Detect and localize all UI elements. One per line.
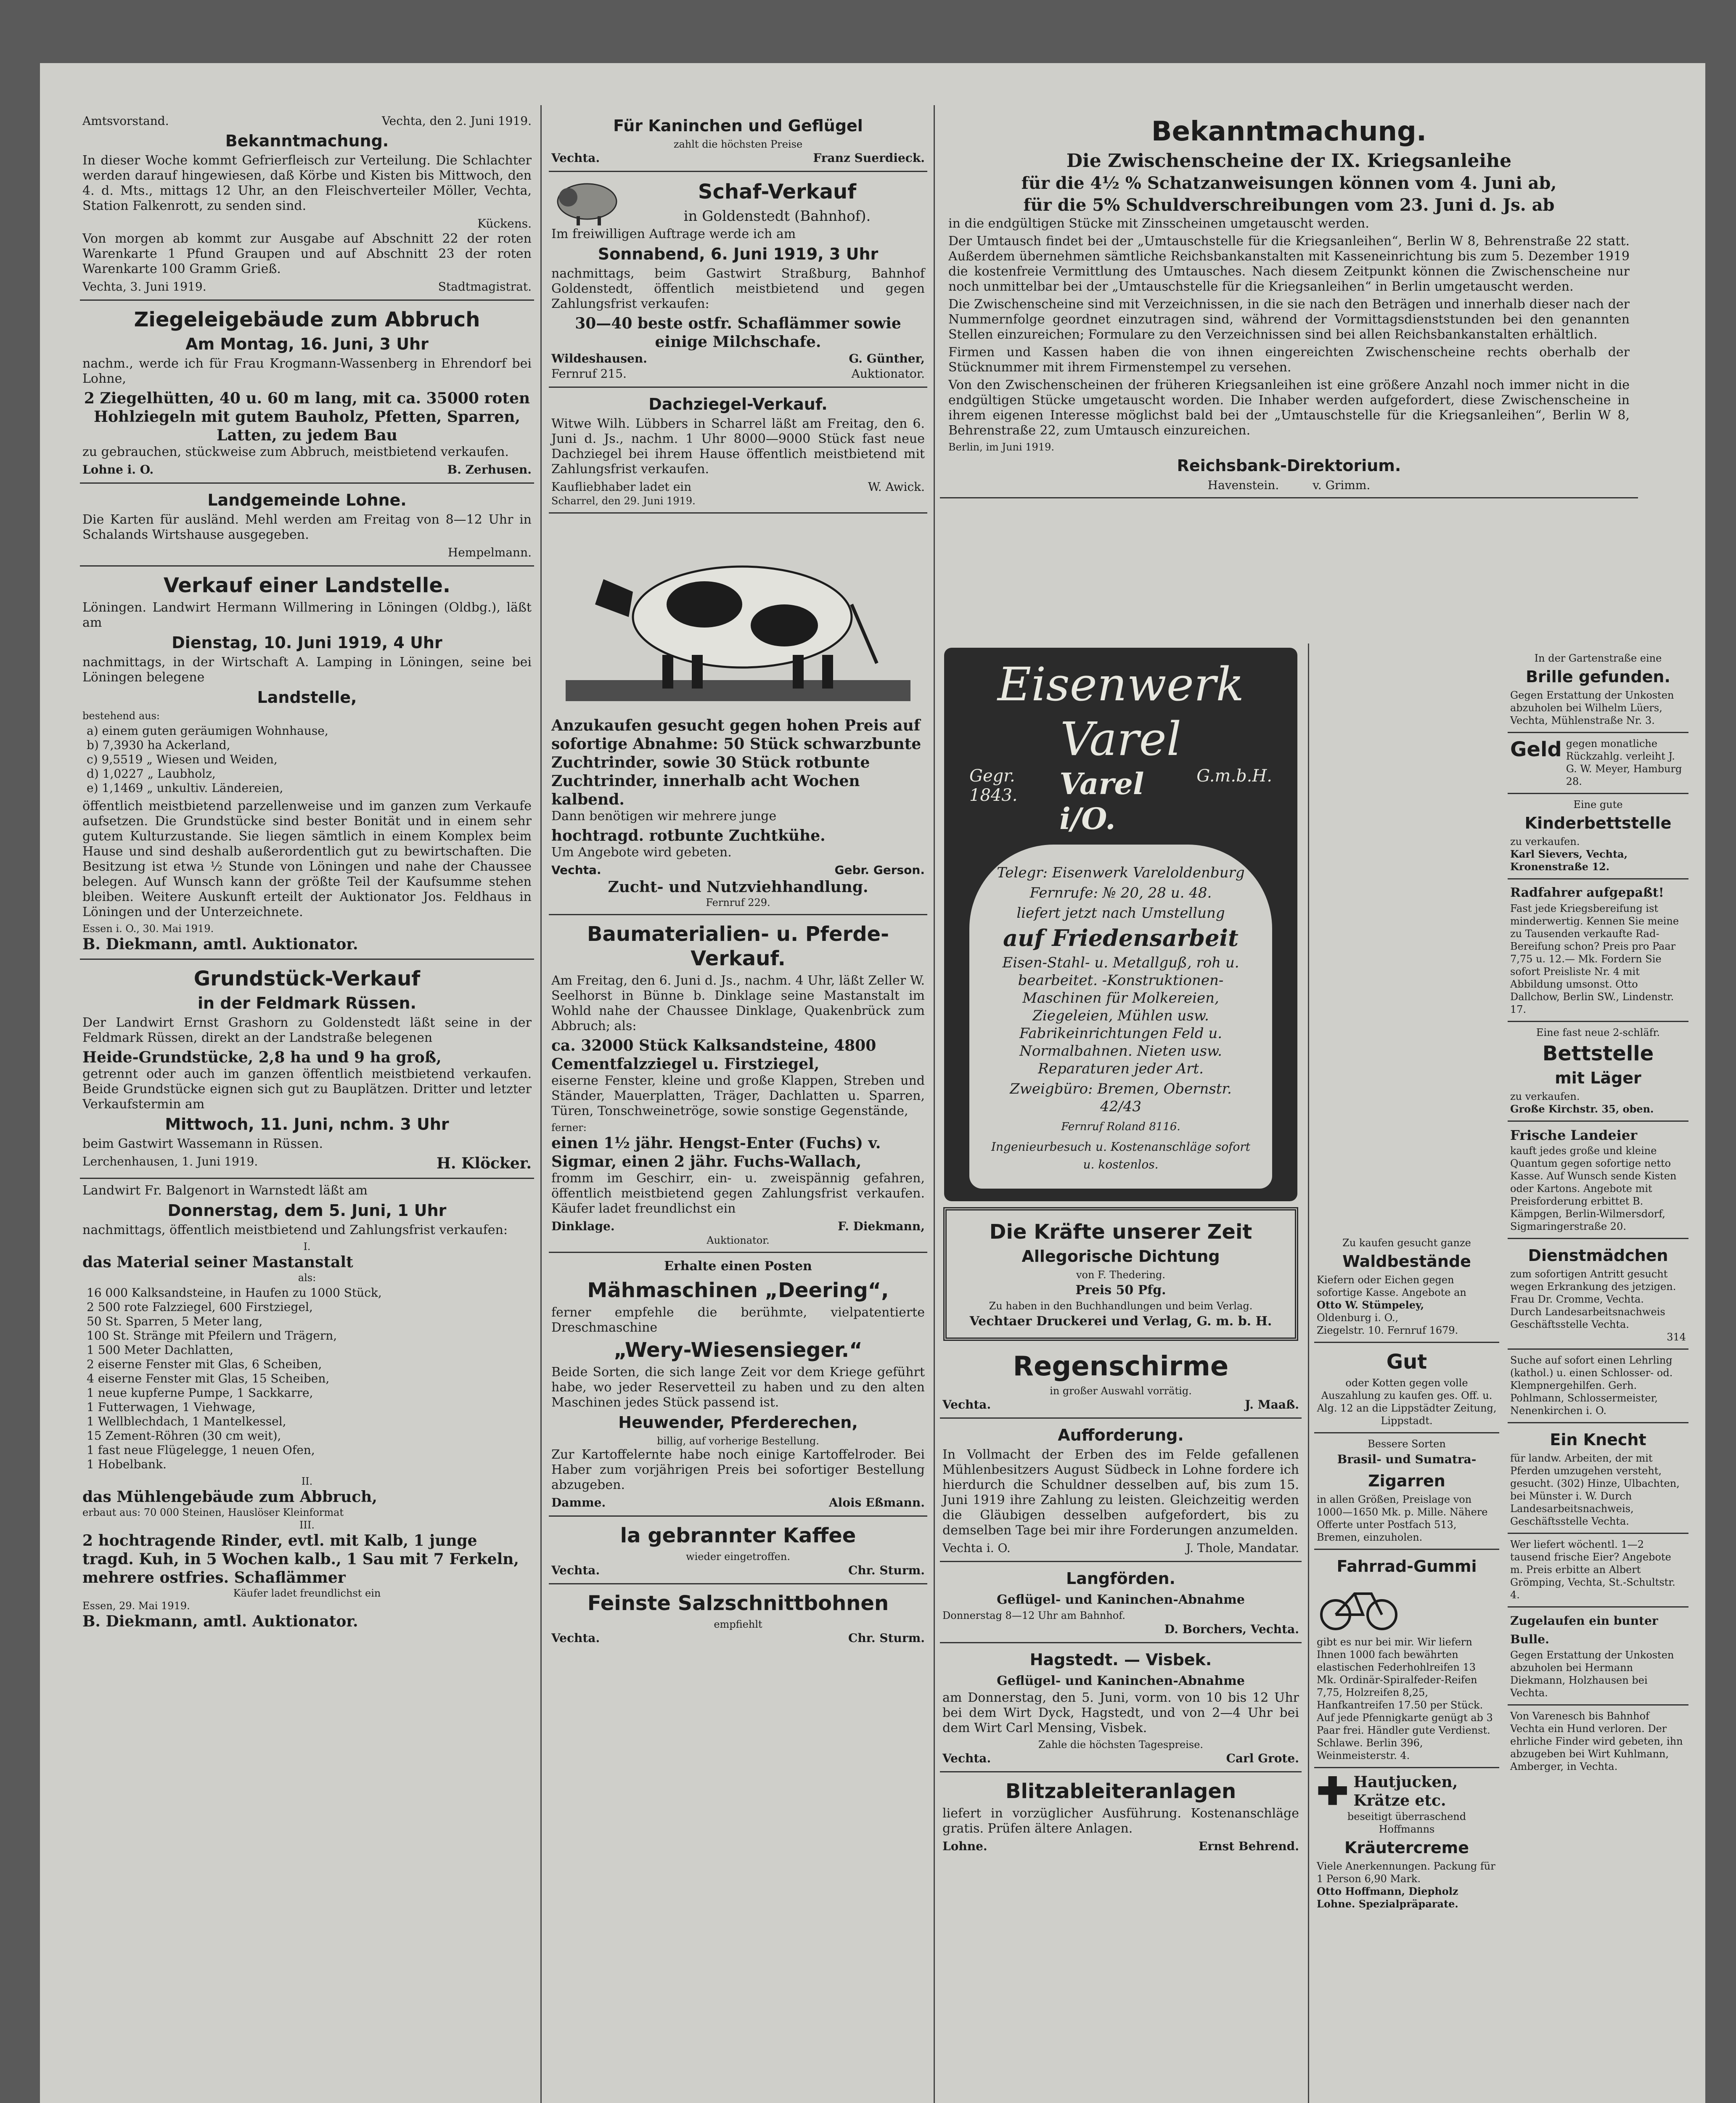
ad-body: erbaut aus: 70 000 Steinen, Hauslöser Kleinformat bbox=[82, 1507, 344, 1518]
ad-body: Beide Sorten, die sich lange Zeit vor dem Kriege geführt habe, wo jeder Reservetteil zu haben und zu den alten Maschinen jedes Stück passend ist. bbox=[551, 1365, 925, 1410]
ad-brand: Hoffmanns bbox=[1379, 1823, 1435, 1835]
ad-body: Käufer ladet freundlichst ein bbox=[233, 1587, 381, 1599]
ad-place: Dinklage. bbox=[551, 1219, 615, 1233]
ad-body: Firmen und Kassen haben die von ihnen eingereichten Zwischenscheine rechts oberhalb der Stücknummer mit ihrem Firmenstempel zu versehen. bbox=[948, 345, 1630, 375]
ad-body: öffentlich meistbietend parzellenweise und im ganzen zum Verkaufe aufsetzen. Die Grundstücke sind bester Bonität und in einem sehr gutem Kulturzustande. Sie liegen sämtlich in einem Komplex beim Hause und sind deshalb außerordentlich gut zu bewirtschaften. Die Besitzung ist etwa ½ Stunde von Löningen und nahe der Chaussee belegen. Auf Wunsch kann der größte Teil der Kaufsumme stehen bleiben. Weitere Auskunft erteilt der Auktionator Jos. Feldhaus in Löningen und der Unterzeichnete. bbox=[82, 799, 532, 919]
ad-kraeutercreme bbox=[1314, 1768, 1499, 1915]
ad-title: Dienstmädchen bbox=[1528, 1246, 1668, 1265]
ad-body: nachmittags, öffentlich meistbietend und Zahlungsfrist verkaufen: bbox=[82, 1223, 508, 1237]
ad-signature: G. Günther, bbox=[849, 352, 925, 366]
ad-body: Von morgen ab kommt zur Ausgabe auf Abschnitt 22 der roten Warenkarte 1 Pfund Graupen und auf Abschnitt 23 der roten Warenkarte 100 Gramm Grieß. bbox=[82, 231, 532, 276]
ad-signature-role: Auktionator. bbox=[707, 1234, 770, 1246]
ad-title: Radfahrer aufgepaßt! bbox=[1510, 885, 1664, 900]
newspaper-page bbox=[40, 63, 1705, 2103]
ad-highlight: 30—40 beste ostfr. Schaflämmer sowie einige Milchschafe. bbox=[575, 315, 901, 351]
ad-body: Der Umtausch findet bei der „Umtauschstelle für die Kriegsanleihen“, Berlin W 8, Behrenstraße 22 statt. Außerdem übernehmen sämtliche Reichsbankanstalten mit Kasseneinrichtung bis zum 5. Dezember 1919 die kostenfreie Vermittlung des Umtausches. Nach diesem Zeitpunkt können die Zwischenscheine nur noch unmittelbar bei der „Umtauschstelle für die Kriegsanleihen“ in Berlin umgetauscht werden. bbox=[948, 234, 1630, 294]
ad-title: Gut bbox=[1386, 1350, 1427, 1374]
column-4b bbox=[1508, 648, 1688, 1778]
column-rule bbox=[934, 105, 935, 2103]
list-item: e) 1,1469 „ unkultiv. Ländereien, bbox=[87, 781, 283, 795]
column-3 bbox=[940, 644, 1302, 1859]
ad-dachziegel bbox=[549, 388, 927, 514]
list-item: 2 500 rote Falzziegel, 600 Firstziegel, bbox=[87, 1300, 313, 1314]
ad-body: Witwe Wilh. Lübbers in Scharrel läßt am Freitag, den 6. Juni d. Js., nachm. 1 Uhr 8000—9000 Stück fast neue Dachziegel bei ihrem Hause öffentlich meistbietend mit Zahlungsfrist verkaufen. bbox=[551, 416, 925, 477]
ad-date: Donnerstag, dem 5. Juni, 1 Uhr bbox=[167, 1201, 447, 1220]
ad-title: Bekanntmachung. bbox=[225, 132, 389, 150]
ad-date: Sonnabend, 6. Juni 1919, 3 Uhr bbox=[598, 245, 879, 263]
ad-phone: Fernruf 215. bbox=[551, 367, 627, 381]
ad-subtitle: Eine fast neue 2-schläfr. bbox=[1536, 1027, 1660, 1038]
ad-title: Hautjucken, Krätze etc. bbox=[1353, 1773, 1458, 1809]
ad-body: Gegen Erstattung der Unkosten abzuholen bei Wilhelm Lüers, Vechta, Mühlenstraße Nr. 3. bbox=[1510, 689, 1674, 726]
column-2 bbox=[549, 109, 927, 1651]
ad-schafverkauf bbox=[549, 172, 927, 388]
ad-body: kauft jedes große und kleine Quantum gegen sofortige netto Kasse. Auf Wunsch sende Kisten oder Kartons. Angebote mit Preisforderung erbittet B. Kämpgen, Berlin-Wilmersdorf, Sigmaringerstraße 20. bbox=[1510, 1145, 1677, 1232]
ad-body: zu gebrauchen, stückweise zum Abbruch, meistbietend verkaufen. bbox=[82, 445, 509, 459]
ad-subtitle: Bessere Sorten bbox=[1368, 1438, 1446, 1450]
ad-highlight: Anzukaufen gesucht gegen hohen Preis auf sofortige Abnahme: 50 Stück schwarzbunte Zuchtrinder, sowie 30 Stück rotbunte Zuchtrinder, innerhalb acht Wochen kalbend. bbox=[551, 717, 921, 808]
ad-body: Zu haben in den Buchhandlungen und beim Verlag. bbox=[989, 1300, 1253, 1312]
sheep-illustration bbox=[551, 176, 623, 227]
list-item: 16 000 Kalksandsteine, in Haufen zu 1000 Stück, bbox=[87, 1286, 382, 1300]
item-list bbox=[87, 1286, 532, 1472]
ad-zigarren bbox=[1314, 1433, 1499, 1550]
ad-baumaterialien bbox=[549, 915, 927, 1253]
ad-place: Vechta. bbox=[551, 1563, 600, 1577]
ad-date: Mittwoch, 11. Juni, nchm. 3 Uhr bbox=[165, 1115, 449, 1134]
list-item: 15 Zement-Röhren (30 cm weit), bbox=[87, 1429, 281, 1443]
ad-bulle bbox=[1508, 1608, 1688, 1706]
ad-radfahrer bbox=[1508, 879, 1688, 1022]
ad-highlight: einen 1½ jähr. Hengst-Enter (Fuchs) v. Sigmar, einen 2 jähr. Fuchs-Wallach, bbox=[551, 1134, 881, 1171]
item-list bbox=[87, 724, 532, 795]
ad-address: Zweigbüro: Bremen, Obernstr. 42/43 bbox=[1010, 1081, 1232, 1115]
list-item: a) einem guten geräumigen Wohnhause, bbox=[87, 724, 328, 738]
ad-subtitle: Allegorische Dichtung bbox=[1021, 1247, 1220, 1266]
ad-body: Der Landwirt Ernst Grashorn zu Goldenstedt läßt seine in der Feldmark Rüssen, direkt an der Landstraße belegenen bbox=[82, 1015, 532, 1045]
list-item: b) 7,3930 ha Ackerland, bbox=[87, 738, 230, 752]
ad-eier bbox=[1508, 1534, 1688, 1608]
ad-title: Hagstedt. — Visbek. bbox=[1029, 1650, 1212, 1669]
ad-body: ferner empfehle die berühmte, vielpatentierte Dreschmaschine bbox=[551, 1305, 925, 1335]
list-item: 50 St. Sparren, 5 Meter lang, bbox=[87, 1314, 263, 1328]
ad-place: Lerchenhausen, 1. Juni 1919. bbox=[82, 1155, 258, 1168]
list-item: 1 fast neue Flügelegge, 1 neuen Ofen, bbox=[87, 1443, 315, 1457]
ad-body: in die endgültigen Stücke mit Zinsscheinen umgetauscht werden. bbox=[948, 216, 1369, 231]
ad-blitzableiter bbox=[940, 1772, 1302, 1859]
ad-title: la gebrannter Kaffee bbox=[620, 1524, 856, 1547]
ad-signature: F. Diekmann, bbox=[838, 1219, 925, 1233]
ad-landeier bbox=[1508, 1122, 1688, 1239]
ad-title: Die Kräfte unserer Zeit bbox=[989, 1220, 1252, 1244]
ad-signature: J. Maaß. bbox=[1245, 1398, 1299, 1412]
ad-body: In dieser Woche kommt Gefrierfleisch zur Verteilung. Die Schlachter werden darauf hingewiesen, daß Körbe und Kisten bis Mittwoch, den 4. d. Mts., mittags 12 Uhr, an den Fleischverteiler Möller, Vechta, Station Falkenrott, zu senden sind. bbox=[82, 153, 532, 213]
ad-subtitle: Geflügel- und Kaninchen-Abnahme bbox=[997, 1674, 1245, 1688]
ad-title: Ein Knecht bbox=[1550, 1430, 1646, 1449]
ad-founded: Gegr. 1843. bbox=[969, 766, 1018, 805]
ad-highlight: das Material seiner Mastanstalt bbox=[82, 1253, 353, 1271]
bicycle-icon bbox=[1317, 1581, 1401, 1632]
ad-contact: Telegr: Eisenwerk Vareloldenburg bbox=[997, 864, 1245, 881]
ad-body: gegen monatliche Rückzahlg. verleiht J. G. W. Meyer, Hamburg 28. bbox=[1566, 738, 1682, 787]
ad-highlight: ca. 32000 Stück Kalksandsteine, 4800 Cementfalzziegel u. Firstziegel, bbox=[551, 1037, 876, 1073]
ad-title: Geld bbox=[1510, 738, 1562, 761]
ad-price: Preis 50 Pfg. bbox=[1075, 1283, 1166, 1298]
ad-signature-role: Auktionator. bbox=[851, 367, 925, 381]
ad-waldbestaende bbox=[1314, 1232, 1499, 1343]
ad-aufforderung bbox=[940, 1419, 1302, 1562]
ad-landstelle bbox=[80, 567, 534, 960]
ad-body: fromm im Geschirr, ein- u. zweispännig gefahren, öffentlich meistbietend gegen Zahlungsfrist verkaufen. Käufer ladet freundlichst ein bbox=[551, 1171, 925, 1216]
ad-signature: W. Awick. bbox=[868, 480, 925, 494]
ad-contact: Fernrufe: № 20, 28 u. 48. bbox=[1029, 885, 1212, 901]
ad-signature: Hempelmann. bbox=[447, 546, 532, 559]
ad-kaffee bbox=[549, 1517, 927, 1584]
ad-eisenwerk-panel bbox=[969, 845, 1272, 1189]
ad-body: Von den Zwischenscheinen der früheren Kriegsanleihen ist eine größere Anzahl noch immer nicht in die endgültigen Stücke umgetauscht worden. Die Inhaber werden aufgefordert, diese Zwischenscheine in ihrem eigenen Interesse möglichst bald bei der „Umtauschstelle für die Kriegsanleihen“, Berlin W 8, Behrenstraße 22, zum Umtausch einzureichen. bbox=[948, 378, 1630, 438]
ad-body: Kaufliebhaber ladet ein bbox=[551, 480, 692, 494]
list-item: 1 neue kupferne Pumpe, 1 Sackkarre, bbox=[87, 1386, 313, 1400]
ad-title: Landgemeinde Lohne. bbox=[207, 491, 407, 509]
ad-body: Ingenieurbesuch u. Kostenanschläge sofort u. kostenlos. bbox=[991, 1140, 1251, 1171]
ad-body: als: bbox=[298, 1272, 316, 1284]
ad-body: Durch Landesarbeitsnachweis Geschäftsstelle Vechta. bbox=[1510, 1306, 1665, 1330]
ad-title: Zigarren bbox=[1368, 1472, 1445, 1490]
ad-place: Lohne i. O. bbox=[82, 463, 154, 477]
list-item: 1 Hobelbank. bbox=[87, 1457, 167, 1471]
ad-title: Waldbestände bbox=[1342, 1252, 1471, 1271]
ad-eisenwerk bbox=[944, 648, 1297, 1201]
ad-highlight: für die 4½ % Schatzanweisungen können vom 4. Juni ab, bbox=[1021, 173, 1557, 193]
ad-signature: Kückens. bbox=[477, 217, 532, 230]
ad-body: zu verkaufen. bbox=[1510, 836, 1580, 848]
ad-kaninchen bbox=[549, 109, 927, 172]
ad-lehrling bbox=[1508, 1350, 1688, 1423]
ad-signature: Vechtaer Druckerei und Verlag, G. m. b. H. bbox=[969, 1314, 1272, 1329]
ad-title: Frische Landeier bbox=[1510, 1127, 1638, 1143]
ad-subtitle: empfiehlt bbox=[714, 1618, 762, 1630]
ad-amtsvorstand bbox=[80, 109, 534, 301]
ad-subtitle: In der Gartenstraße eine bbox=[1534, 652, 1662, 664]
ad-place: Vechta, 3. Juni 1919. bbox=[82, 280, 206, 294]
ad-hund bbox=[1508, 1706, 1688, 1778]
ad-highlight: Die Zwischenscheine der IX. Kriegsanleihe bbox=[1066, 150, 1512, 172]
ad-title: Mähmaschinen „Deering“, bbox=[587, 1279, 889, 1302]
ad-place: Essen i. O., 30. Mai 1919. bbox=[82, 923, 214, 935]
ad-location: Varel i/O. bbox=[1059, 766, 1144, 836]
ad-body: beim Gastwirt Wassemann in Rüssen. bbox=[82, 1136, 323, 1151]
company-logo: Eisenwerk Varel bbox=[997, 657, 1244, 766]
ad-address: Ziegelstr. 10. Fernruf 1679. bbox=[1317, 1324, 1458, 1336]
ad-gut bbox=[1314, 1343, 1499, 1433]
ad-subtitle: wieder eingetroffen. bbox=[686, 1551, 790, 1563]
cow-illustration bbox=[566, 520, 910, 714]
ad-reichsbank bbox=[940, 109, 1638, 498]
ad-signature: D. Borchers, Vechta. bbox=[1164, 1622, 1299, 1636]
ad-title: Feinste Salzschnittbohnen bbox=[587, 1592, 889, 1615]
ad-subtitle: in Goldenstedt (Bahnhof). bbox=[683, 208, 871, 225]
ad-title: Zugelaufen ein bunter Bulle. bbox=[1510, 1614, 1658, 1646]
ad-title: Ziegeleigebäude zum Abbruch bbox=[134, 308, 480, 331]
ad-body: Landwirt Fr. Balgenort in Warnstedt läßt am bbox=[82, 1183, 368, 1198]
section-number: II. bbox=[301, 1475, 313, 1487]
ad-title: Blitzableiteranlagen bbox=[1005, 1780, 1236, 1803]
ad-body: am Donnerstag, den 5. Juni, vorm. von 10 bis 12 Uhr bei dem Wirt Dyck, Hagstedt, und von 2—4 Uhr bei dem Wirt Carl Mensing, Visbek. bbox=[942, 1690, 1299, 1735]
ad-body: Gegen Erstattung der Unkosten abzuholen bei Hermann Diekmann, Holzhausen bei Vechta. bbox=[1510, 1649, 1674, 1699]
ad-knecht bbox=[1508, 1423, 1688, 1534]
ad-company-form: G.m.b.H. bbox=[1196, 766, 1272, 786]
ad-ziegelei bbox=[80, 301, 534, 484]
ad-body: oder Kotten gegen volle Auszahlung zu kaufen ges. Off. u. Alg. 12 an die Lippstädter Zeitung, Lippstadt. bbox=[1317, 1377, 1497, 1427]
ad-signature: H. Klöcker. bbox=[436, 1155, 532, 1172]
ad-place: Essen, 29. Mai 1919. bbox=[82, 1600, 190, 1612]
ad-body: Donnerstag 8—12 Uhr am Bahnhof. bbox=[942, 1610, 1125, 1621]
ad-signature: J. Thole, Mandatar. bbox=[1186, 1541, 1299, 1555]
ad-body: liefert jetzt nach Umstellung bbox=[1016, 905, 1225, 922]
ad-title: Baumaterialien- u. Pferde-Verkauf. bbox=[587, 922, 889, 970]
ad-title: Aufforderung. bbox=[1058, 1426, 1184, 1444]
ad-kraefte bbox=[943, 1207, 1298, 1341]
ad-body: Um Angebote wird gebeten. bbox=[551, 845, 732, 860]
ad-title: Grundstück-Verkauf bbox=[193, 967, 421, 991]
ad-highlight: 2 hochtragende Rinder, evtl. mit Kalb, 1 junge tragd. Kuh, in 5 Wochen kalb., 1 Sau mit 7 Ferkeln, mehrere ostfries. Schaflämmer bbox=[82, 1532, 519, 1587]
ad-body: Von Varenesch bis Bahnhof Vechta ein Hund verloren. Der ehrliche Finder wird gebeten, ihn abzugeben bei Wirt Kuhlmann, Amberger, in Vechta. bbox=[1510, 1710, 1683, 1772]
ad-place: Vechta. bbox=[551, 151, 600, 165]
ad-subtitle: Zu kaufen gesucht ganze bbox=[1342, 1237, 1471, 1249]
ad-highlight: 2 Ziegelhütten, 40 u. 60 m lang, mit ca. 35000 roten Hohlziegeln mit gutem Bauholz, Pfetten, Sparren, Latten, zu jedem Bau bbox=[84, 389, 530, 444]
ad-body: Suche auf sofort einen Lehrling (kathol.) u. einen Schlosser- od. Klempnergehilfen. Gerh. Pohlmann, Schlossermeister, Nenenkirchen i. O. bbox=[1510, 1354, 1673, 1417]
ad-subtitle: in großer Auswahl vorrätig. bbox=[1050, 1385, 1192, 1397]
list-item: 100 St. Stränge mit Pfeilern und Trägern, bbox=[87, 1329, 337, 1343]
ad-body: bestehend aus: bbox=[82, 710, 160, 722]
column-4a bbox=[1314, 1232, 1499, 1915]
ad-address: Oldenburg i. O., bbox=[1317, 1312, 1399, 1324]
ad-kinderbettstelle bbox=[1508, 794, 1688, 879]
ad-number: 314 bbox=[1667, 1331, 1686, 1343]
ad-body: Die Karten für ausländ. Mehl werden am Freitag von 8—12 Uhr in Schalands Wirtshause ausgegeben. bbox=[82, 512, 532, 542]
ad-place: Vechta. bbox=[551, 1631, 600, 1645]
ad-phone: Fernruf 229. bbox=[706, 897, 770, 908]
ad-body: liefert in vorzüglicher Ausführung. Kostenanschläge gratis. Prüfen ältere Anlagen. bbox=[942, 1806, 1299, 1836]
ad-highlight: für die 5% Schuldverschreibungen vom 23. Juni d. Js. ab bbox=[1023, 195, 1555, 215]
ad-highlight: Landstelle, bbox=[257, 688, 357, 707]
ad-body: In Vollmacht der Erben des im Felde gefallenen Mühlenbesitzers August Südbeck in Lohne fordere ich hierdurch die Schuldner desselben auf, bis zum 15. Juni 1919 ihre Zahlung zu leisten. Gleichzeitig werden die Gläubigen desselben aufgefordert, bis zu demselben Tage bei mir ihre Forderungen anzumelden. bbox=[942, 1447, 1299, 1538]
ad-subtitle: Geflügel- und Kaninchen-Abnahme bbox=[997, 1592, 1245, 1607]
ad-body: Dann benötigen wir mehrere junge bbox=[551, 809, 777, 824]
section-number: I. bbox=[303, 1241, 311, 1253]
ad-fahrrad bbox=[1314, 1550, 1499, 1768]
ad-landgemeinde bbox=[80, 484, 534, 567]
ad-signature: Stadtmagistrat. bbox=[438, 280, 532, 294]
ad-signature-name: Havenstein. bbox=[1207, 478, 1279, 492]
ad-signature: Reichsbank-Direktorium. bbox=[1177, 456, 1401, 475]
ad-title: Verkauf einer Landstelle. bbox=[163, 574, 451, 597]
ad-date: Am Montag, 16. Juni, 3 Uhr bbox=[185, 335, 429, 353]
column-1 bbox=[80, 109, 534, 1636]
list-item: c) 9,5519 „ Wiesen und Weiden, bbox=[87, 752, 278, 766]
ad-body: Am Freitag, den 6. Juni d. Js., nachm. 4 Uhr, läßt Zeller W. Seelhorst in Bünne b. Dinklage seine Mastanstalt im Wohld nahe der Chaussee Dinklage, Quakenbrück zum Abbruch; als: bbox=[551, 973, 925, 1033]
ad-highlight: hochtragd. rotbunte Zuchtkühe. bbox=[551, 827, 826, 845]
ad-signature: Alois Eßmann. bbox=[828, 1496, 925, 1510]
ad-highlight: Kräutercreme bbox=[1344, 1838, 1469, 1857]
ad-body: billig, auf vorherige Bestellung. bbox=[657, 1435, 819, 1447]
ad-body: nachmittags, beim Gastwirt Straßburg, Bahnhof Goldenstedt, öffentlich meistbietend und gegen Zahlungsfrist verkaufen: bbox=[551, 266, 925, 311]
ad-place: Berlin, im Juni 1919. bbox=[948, 441, 1054, 453]
ad-body: zum sofortigen Antritt gesucht wegen Erkrankung des jetzigen. Frau Dr. Cromme, Vechta. bbox=[1510, 1268, 1676, 1305]
ad-highlight: Heuwender, Pferderechen, bbox=[618, 1413, 858, 1432]
ad-body: Fast jede Kriegsbereifung ist minderwertig. Kennen Sie meine zu Tausenden verkaufte Rad-Bereifung schon? Preis pro Paar 7,75 u. 12.— Mk. Fordern Sie sofort Preisliste Nr. 4 mit Abbildung umsonst. Otto Dallchow, Berlin SW., Lindenstr. 17. bbox=[1510, 903, 1679, 1015]
ad-body: ferner: bbox=[551, 1122, 587, 1134]
ad-place: Vechta i. O. bbox=[942, 1541, 1011, 1555]
ad-mastanstalt bbox=[80, 1179, 534, 1636]
ad-title: Bekanntmachung. bbox=[1151, 116, 1427, 147]
ad-signature: Chr. Sturm. bbox=[848, 1563, 925, 1577]
ad-body: zu verkaufen. bbox=[1510, 1091, 1580, 1102]
ad-body: Eisen-Stahl- u. Metallguß, roh u. bearbeitet. -Konstruktionen- Maschinen für Molkereien, Ziegeleien, Mühlen usw. Fabrikeinrichtungen Feld u. Normalbahnen. Nieten usw. Reparaturen jeder Art. bbox=[1002, 954, 1239, 1077]
ad-body: nachm., werde ich für Frau Krogmann-Wassenberg in Ehrendorf bei Lohne, bbox=[82, 356, 532, 386]
ad-author: von F. Thedering. bbox=[1076, 1269, 1166, 1281]
ad-signature: B. Diekmann, amtl. Auktionator. bbox=[82, 935, 358, 953]
ad-subtitle: Zucht- und Nutzviehhandlung. bbox=[608, 878, 868, 896]
ad-signature: Karl Sievers, Vechta, Kronenstraße 12. bbox=[1510, 848, 1628, 873]
ad-phone: Fernruf Roland 8116. bbox=[1061, 1120, 1180, 1133]
ad-highlight: das Mühlengebäude zum Abbruch, bbox=[82, 1488, 377, 1506]
ad-body: Im freiwilligen Auftrage werde ich am bbox=[551, 227, 796, 241]
ad-title: Schaf-Verkauf bbox=[698, 180, 857, 204]
ad-signature: Große Kirchstr. 35, oben. bbox=[1510, 1103, 1654, 1115]
ad-grundstueck bbox=[80, 960, 534, 1179]
ad-signature: B. Diekmann, amtl. Auktionator. bbox=[82, 1613, 358, 1630]
ad-subtitle: mit Läger bbox=[1555, 1069, 1641, 1087]
ad-signature: Gebr. Gerson. bbox=[834, 863, 925, 877]
ad-title: Regenschirme bbox=[1013, 1351, 1229, 1382]
column-3-wide bbox=[940, 109, 1638, 498]
list-item: 1 Wellblechdach, 1 Mantelkessel, bbox=[87, 1414, 286, 1428]
ad-subtitle: zahlt die höchsten Preise bbox=[673, 138, 803, 150]
ad-body: Zur Kartoffelernte habe noch einige Kartoffelroder. Bei Haber zum vorjährigen Preis bei sofortiger Bestellung abzugeben. bbox=[551, 1447, 925, 1492]
ad-body: Kiefern oder Eichen gegen sofortige Kasse. Angebote an bbox=[1317, 1274, 1466, 1298]
ad-subtitle: in der Feldmark Rüssen. bbox=[198, 994, 416, 1012]
ad-brille bbox=[1508, 648, 1688, 733]
ad-body: gibt es nur bei mir. Wir liefern Ihnen 1000 fach bewährten elastischen Federhohlreifen 13 Mk. Ordinär-Spiralfeder-Reifen 7,75, Holzreifen 8,25, Hanfkantreifen 17.50 per Stück. Auf jede Pfennigkarte genügt ab 3 Paar frei. Händler gute Verdienst. Schlawe. Berlin 396, Weinmeisterstr. 4. bbox=[1317, 1636, 1493, 1761]
ad-highlight: „Wery-Wiesensieger.“ bbox=[614, 1338, 863, 1362]
ad-geld bbox=[1508, 733, 1688, 794]
ad-place: Vechta. bbox=[942, 1398, 991, 1412]
ad-header-left: Amtsvorstand. bbox=[82, 114, 169, 128]
ad-hagstedt bbox=[940, 1643, 1302, 1772]
ad-title: Dachziegel-Verkauf. bbox=[648, 395, 828, 413]
ad-signature: Chr. Sturm. bbox=[848, 1631, 925, 1645]
ad-body: für landw. Arbeiten, der mit Pferden umzugehen versteht, gesucht. (302) Hinze, Ulbachten, bei Münster i. W. Durch Landesarbeitsnachweis, Geschäftsstelle Vechta. bbox=[1510, 1452, 1680, 1527]
ad-maehmaschinen bbox=[549, 1253, 927, 1517]
ad-place: Wildeshausen. bbox=[551, 352, 647, 366]
ad-signature: Otto W. Stümpeley, bbox=[1317, 1299, 1424, 1311]
cross-icon: ✚ bbox=[1317, 1769, 1349, 1814]
ad-signature: Franz Suerdieck. bbox=[813, 151, 925, 165]
ad-salzbohnen bbox=[549, 1584, 927, 1651]
ad-signature: B. Zerhusen. bbox=[447, 463, 532, 477]
ad-title: Brille gefunden. bbox=[1526, 667, 1670, 686]
list-item: d) 1,0227 „ Laubholz, bbox=[87, 767, 216, 781]
ad-place: Damme. bbox=[551, 1496, 606, 1510]
ad-body: getrennt oder auch im ganzen öffentlich meistbietend verkaufen. Beide Grundstücke eignen sich gut zu Bauplätzen. Dritter und letzter Verkaufstermin am bbox=[82, 1067, 532, 1112]
ad-zuchtrinder bbox=[549, 514, 927, 915]
ad-signature: Ernst Behrend. bbox=[1199, 1839, 1299, 1853]
ad-subtitle: Erhalte einen Posten bbox=[664, 1259, 812, 1274]
ad-title: Langförden. bbox=[1066, 1569, 1175, 1588]
ad-body: Wer liefert wöchentl. 1—2 tausend frische Eier? Angebote m. Preis erbitte an Albert Grömping, Vechta, St.-Schultstr. 4. bbox=[1510, 1539, 1675, 1601]
ad-highlight: auf Friedensarbeit bbox=[1003, 924, 1238, 951]
ad-title: Kinderbettstelle bbox=[1524, 814, 1672, 832]
ad-title: Fahrrad-Gummi bbox=[1336, 1557, 1477, 1576]
ad-body: Zahle die höchsten Tagespreise. bbox=[1038, 1739, 1204, 1751]
ad-body: nachmittags, in der Wirtschaft A. Lamping in Löningen, seine bei Löningen belegene bbox=[82, 655, 532, 685]
ad-body: Viele Anerkennungen. Packung für 1 Person 6,90 Mark. bbox=[1317, 1860, 1495, 1885]
ad-body: eiserne Fenster, kleine und große Klappen, Streben und Ständer, Mauerplatten, Träger, Dachlatten u. Sparren, Türen, Tonschweinetröge, sowie sonstige Gegenstände, bbox=[551, 1073, 925, 1118]
ad-date: Dienstag, 10. Juni 1919, 4 Uhr bbox=[172, 633, 442, 652]
ad-body: in allen Größen, Preislage von 1000—1650 Mk. p. Mille. Nähere Offerte unter Postfach 513, Bremen, einzuholen. bbox=[1317, 1494, 1488, 1543]
ad-bettstelle bbox=[1508, 1022, 1688, 1122]
section-number: III. bbox=[299, 1519, 315, 1531]
column-rule bbox=[1308, 644, 1309, 2103]
ad-place: Vechta. bbox=[942, 1751, 991, 1765]
ad-body: Löningen. Landwirt Hermann Willmering in Löningen (Oldbg.), läßt am bbox=[82, 600, 532, 630]
ad-subtitle: Brasil- und Sumatra- bbox=[1337, 1452, 1477, 1466]
ad-place: Lohne. bbox=[942, 1839, 987, 1853]
ad-signature: Otto Hoffmann, Diepholz Lohne. Spezialpräparate. bbox=[1317, 1885, 1458, 1910]
ad-regenschirme bbox=[940, 1344, 1302, 1419]
ad-title: Bettstelle bbox=[1542, 1042, 1654, 1065]
list-item: 1 Futterwagen, 1 Viehwage, bbox=[87, 1400, 256, 1414]
ad-dienstmaedchen bbox=[1508, 1239, 1688, 1350]
ad-body: Die Zwischenscheine sind mit Verzeichnissen, in die sie nach den Beträgen und innerhalb dieser nach der Nummernfolge geordnet einzutragen sind, während der Vormittagsdienststunden bei den genannten Stellen einzureichen; Formulare zu den Verzeichnissen sind bei allen Reichsbankanstalten erhältlich. bbox=[948, 297, 1630, 342]
ad-highlight: Heide-Grundstücke, 2,8 ha und 9 ha groß, bbox=[82, 1049, 442, 1066]
column-rule bbox=[540, 105, 542, 2103]
ad-langfoerden bbox=[940, 1562, 1302, 1643]
ad-place: Scharrel, den 29. Juni 1919. bbox=[551, 495, 696, 507]
ad-signature-name: v. Grimm. bbox=[1313, 478, 1371, 492]
ad-header-right: Vechta, den 2. Juni 1919. bbox=[381, 114, 532, 128]
ad-signature: Carl Grote. bbox=[1226, 1751, 1299, 1765]
ad-place: Vechta. bbox=[551, 863, 601, 877]
ad-title: Für Kaninchen und Geflügel bbox=[613, 117, 863, 135]
ad-body: beseitigt überraschend bbox=[1347, 1811, 1466, 1822]
list-item: 4 eiserne Fenster mit Glas, 15 Scheiben, bbox=[87, 1372, 330, 1385]
list-item: 1 500 Meter Dachlatten, bbox=[87, 1343, 233, 1357]
list-item: 2 eiserne Fenster mit Glas, 6 Scheiben, bbox=[87, 1357, 322, 1371]
ad-subtitle: Eine gute bbox=[1573, 799, 1623, 810]
